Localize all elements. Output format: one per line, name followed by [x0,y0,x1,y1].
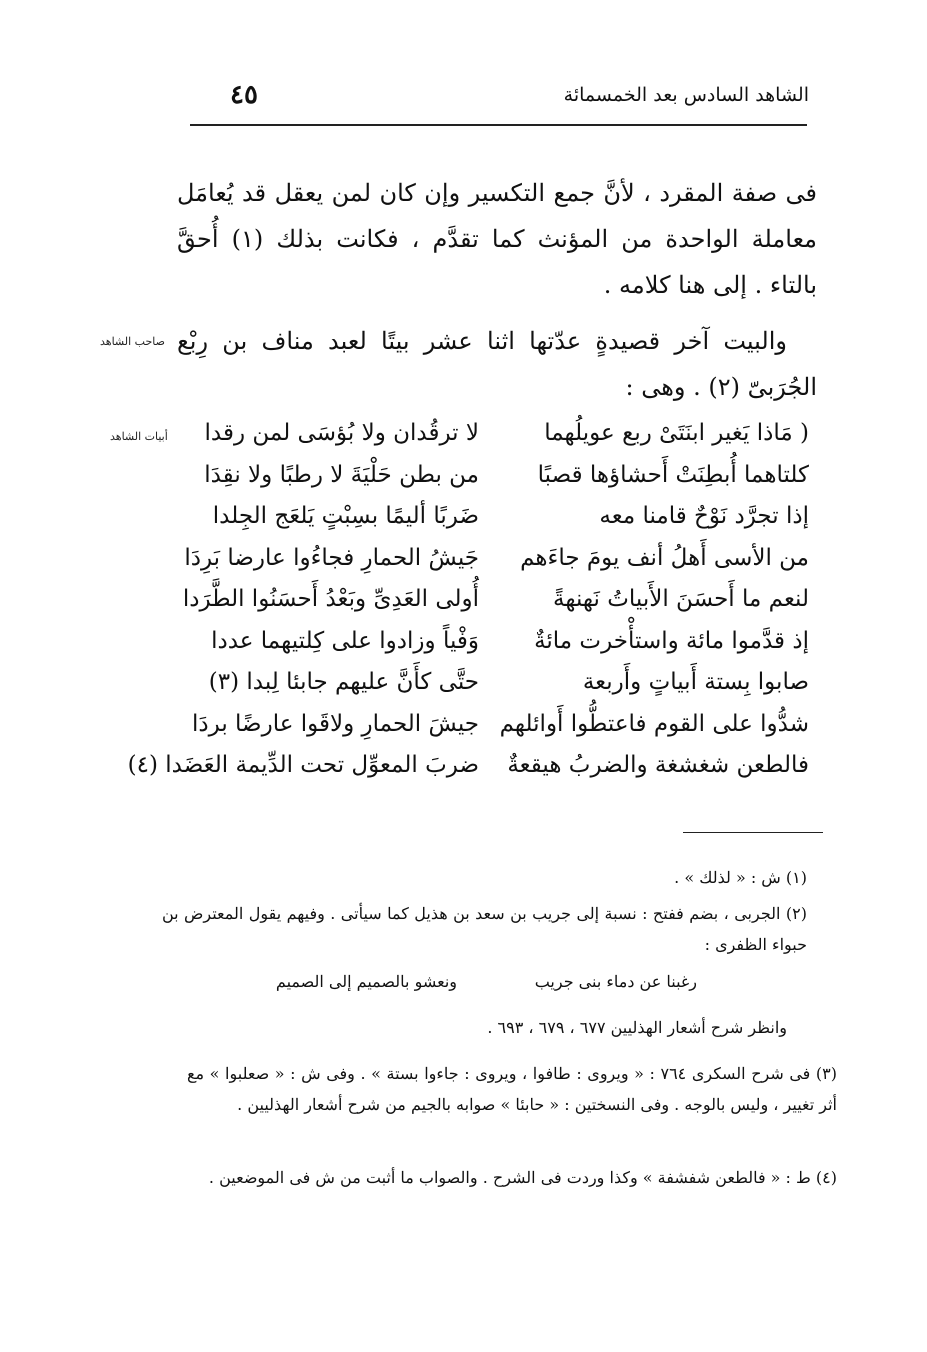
verse-first-hemistich: من الأسى أَهلُ أنف يومَ جاءَهم [520,544,809,571]
verse-second-hemistich: أُولى العَدِىِّ وبَعْدُ أَحسَنُوا الطَّرَدا [182,586,479,612]
footnote-2-verse-first: رغبنا عن دماء بنى جريب [534,972,697,991]
footnote-4: (٤) ط : « فالطعن شفشفة » وكذا وردت فى الشرح . والصواب ما أثبت من ش فى الموضعين . [208,1168,837,1187]
verse-second-hemistich: ضَربًا أليمًا بسِبْتٍ يَلعَج الجِلدا [212,503,479,529]
verse-line [189,669,809,711]
verse-line [184,544,809,587]
verse-second-hemistich: جَيشُ الحمارِ فجاءُوا عارضا بَرِدَا [184,544,479,571]
verse-second-hemistich: ضربَ المعوِّل تحت الدِّيمة العَضَدا (٤) [127,752,479,778]
footnote-1: (١) ش : « لذلك » . [674,868,807,887]
margin-note-verses: أبيات الشاهد [110,430,168,443]
verse-line [189,711,809,753]
verse-second-hemistich: وَفْياً وزادوا على كِلتيهما عددا [211,627,479,654]
verse-first-hemistich: شدُّوا على القوم فاعتطُّوا أَوائلهم [499,710,809,737]
verse-line [189,628,809,670]
header-rule [190,124,807,126]
page-number: ٤٥ [230,80,258,110]
footnote-2: (٢) الجربى ، بضم ففتح : نسبة إلى جريب بن سعد بن هذيل كما سيأتى . وفيهم يقول المعترض بن حبواء الظفرى : [162,904,807,954]
margin-note-poet: صاحب الشاهد [100,335,165,348]
verse-line [189,503,809,545]
verse-first-hemistich: فالطعن شغشغة والضربُ هيقعةٌ [507,752,809,778]
verse-first-hemistich: إذ قدَّموا مائة واستأْخرت مائةٌ [534,627,809,654]
body-paragraph-1: فى صفة المقرد ، لأنَّ جمع التكسير وإن كان لمن يعقل قد يُعامَل معاملة الواحدة من المؤنث كما تقدَّم ، فكانت بذلك (١) أُحقَّ بالتاء . إلى هنا كلامه . [177,179,818,299]
verse-second-hemistich: من بطن حَلْيَةَ لا رطبًا ولا نقِدَا [204,461,479,488]
verse-second-hemistich: حتَّى كأَنَّ عليهم جابئا لِبدا (٣) [208,669,479,695]
body-paragraph-2: والبيت آخر قصيدةٍ عدّتها اثنا عشر بيتًا لعبد مناف بن رِبْع الجُرَبىّ (٢) . وهى : [177,327,817,401]
footnote-2-continuation: وانظر شرح أشعار الهذليين ٦٧٧ ، ٦٧٩ ، ٦٩٣ . [487,1018,787,1037]
footnote-3: (٣) فى شرح السكرى ٧٦٤ : « ويروى : طافوا ، ويروى : جاءوا بستة » . وفى ش : « صعلبوا » مع أثر تغيير ، وليس بالوجه . وفى النسختين : « حابئا » صوابه بالجيم من شرح أشعار الهذليين . [187,1064,837,1114]
verse-line [182,586,809,628]
footnote-2-verse-second: ونعشو بالصميم إلى الصميم [275,972,457,991]
verse-line [189,462,809,504]
running-head [190,80,809,116]
verse-second-hemistich: لا ترقُدان ولا بُؤسَى لمن رقدا [204,420,479,446]
verse-line [127,752,809,794]
verse-first-hemistich: كلتاهما أُبطِنَتْ أَحشاؤها قصبًا [537,461,809,488]
verse-line [189,420,809,462]
footnote-rule [683,832,823,833]
verse-first-hemistich: ( مَاذا يَغير ابنَتَىْ ربع عويلُهما [544,420,809,446]
verse-first-hemistich: صابوا بِستة أَبياتٍ وأَربعة [582,669,809,695]
running-head-title: الشاهد السادس بعد الخمسمائة [563,84,809,106]
verse-first-hemistich: إذا تجرَّد نَوْحٌ قامنا معه [599,503,809,529]
verse-second-hemistich: جيشَ الحمارِ ولاقَوا عارضًا بردَا [192,710,479,737]
verse-first-hemistich: لنعم ما أَحسَنَ الأَبياتُ نَهنهةً [553,586,809,612]
